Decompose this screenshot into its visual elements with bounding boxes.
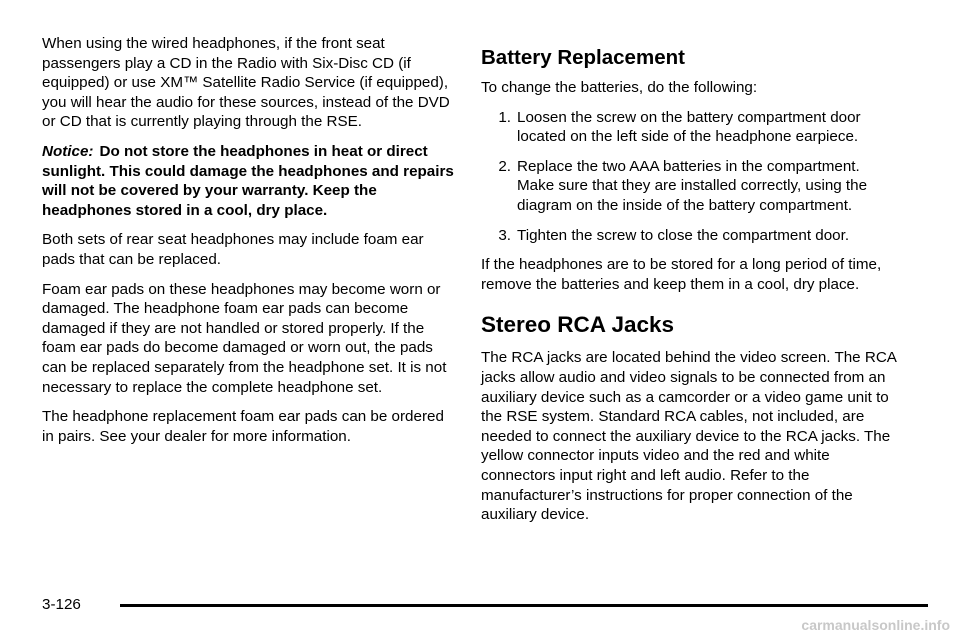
right-column <box>481 34 901 535</box>
step-text: Tighten the screw to close the compartment door. <box>517 226 850 244</box>
notice-label: Notice: <box>42 142 94 160</box>
foam-pads-replaceable-paragraph: Both sets of rear seat headphones may include foam ear pads that can be replaced. <box>42 231 424 268</box>
page-footer <box>42 592 902 616</box>
notice-paragraph <box>42 142 454 220</box>
list-item <box>481 226 901 246</box>
step-number: 1. <box>498 108 511 126</box>
step-number: 3. <box>498 226 511 244</box>
stereo-rca-jacks-heading: Stereo RCA Jacks <box>481 312 675 338</box>
battery-intro: To change the batteries, do the following: <box>481 79 758 96</box>
list-item <box>481 108 901 147</box>
list-item <box>481 157 901 216</box>
page-number: 3-126 <box>42 596 81 613</box>
left-column <box>42 34 454 456</box>
step-text: Replace the two AAA batteries in the compartment. Make sure that they are installed correctly, using the diagram on the inside of the battery compartment. <box>517 157 868 214</box>
battery-storage-paragraph: If the headphones are to be stored for a long period of time, remove the batteries and keep them in a cool, dry place. <box>481 256 882 293</box>
foam-pads-damage-paragraph: Foam ear pads on these headphones may become worn or damaged. The headphone foam ear pads can become damaged if they are not handled or stored properly. If the foam ear pads do become damaged or worn out, the pads can be replaced separately from the headphone set. It is not necessary to replace the complete headphone set. <box>42 280 447 396</box>
battery-steps-list <box>481 108 901 246</box>
footer-rule <box>120 604 928 607</box>
step-text: Loosen the screw on the battery compartment door located on the left side of the headphone earpiece. <box>517 108 861 146</box>
notice-text: Do not store the headphones in heat or direct sunlight. This could damage the headphones and repairs will not be covered by your warranty. Keep the headphones stored in a cool, dry place. <box>42 142 454 219</box>
step-number: 2. <box>498 157 511 175</box>
stereo-rca-paragraph: The RCA jacks are located behind the video screen. The RCA jacks allow audio and video signals to be connected from an auxiliary device such as a camcorder or a video game unit to the RSE system. Standard RCA cables, not included, are needed to connect the auxiliary device to the RCA jacks. The yellow connector inputs video and the red and white connectors input right and left audio. Refer to the manufacturer’s instructions for proper connection of the auxiliary device. <box>481 349 897 524</box>
foam-pads-order-paragraph: The headphone replacement foam ear pads can be ordered in pairs. See your dealer for more information. <box>42 408 444 445</box>
watermark: carmanualsonline.info <box>801 617 950 633</box>
wired-headphones-paragraph: When using the wired headphones, if the front seat passengers play a CD in the Radio with Six-Disc CD (if equipped) or use XM™ Satellite Radio Service (if equipped), you will hear the audio for these sources, instead of the DVD or CD that is currently playing through the RSE. <box>42 35 450 131</box>
battery-replacement-heading: Battery Replacement <box>481 46 685 69</box>
